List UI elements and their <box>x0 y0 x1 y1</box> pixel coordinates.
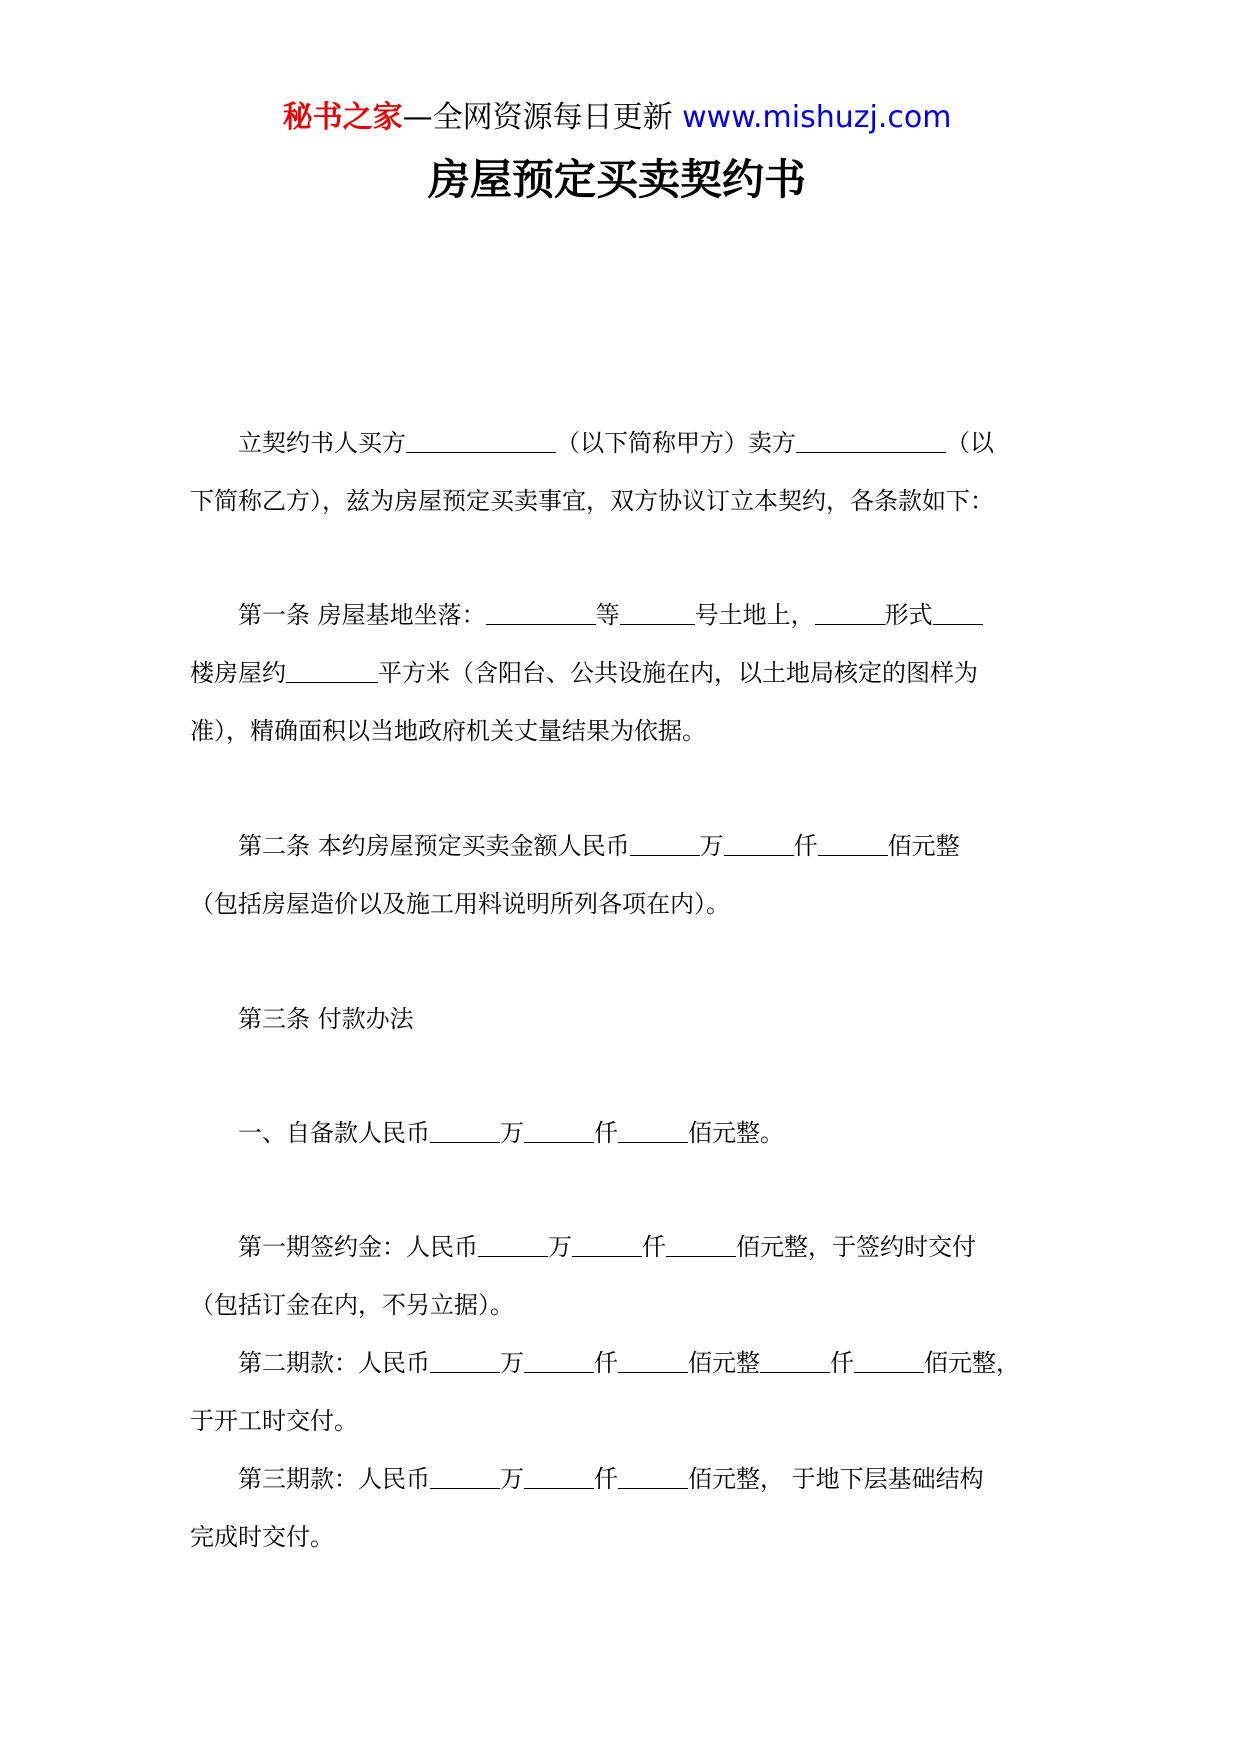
location-blank[interactable] <box>486 600 596 625</box>
article-2-line-2: （包括房屋造价以及施工用料说明所列各项在内）。 <box>190 890 730 918</box>
phase-2-line-1 <box>190 1334 1098 1392</box>
header-slogan: —全网资源每日更新 <box>402 100 683 135</box>
text: 仟 <box>793 832 818 860</box>
phase-2-line-2: 于开工时交付。 <box>190 1407 358 1435</box>
phase-1-line-1 <box>190 1218 1098 1276</box>
text: 佰元整， <box>924 1349 1020 1377</box>
p3-bai-blank[interactable] <box>618 1464 688 1489</box>
text: 第二期款：人民币 <box>238 1349 430 1377</box>
text: 平方米（含阳台、公共设施在内，以土地局核定的图样为 <box>378 659 978 687</box>
text: 第一期签约金：人民币 <box>238 1233 478 1261</box>
text: 仟 <box>594 1119 618 1147</box>
article-1-line-3: 准），精确面积以当地政府机关丈量结果为依据。 <box>190 717 706 745</box>
article-3-heading: 第三条 付款办法 <box>238 1005 414 1033</box>
buyer-blank[interactable] <box>406 428 556 453</box>
grade-blank[interactable] <box>620 600 695 625</box>
article-2-line-1 <box>190 817 1098 875</box>
phase-3-line-2: 完成时交付。 <box>190 1523 334 1551</box>
phase-1-line-2: （包括订金在内，不另立据）。 <box>190 1291 514 1319</box>
p2-bai-blank[interactable] <box>618 1348 688 1373</box>
text: 佰元整， 于地下层基础结构 <box>688 1465 984 1493</box>
seller-blank[interactable] <box>796 428 946 453</box>
area-blank[interactable] <box>286 658 378 683</box>
p1-qian-blank[interactable] <box>572 1232 642 1257</box>
text: 佰元整 <box>887 832 960 860</box>
text: 形式 <box>884 601 933 629</box>
p2-extra-qian-blank[interactable] <box>760 1348 830 1373</box>
text: 仟 <box>642 1233 666 1261</box>
intro-line-1 <box>190 414 1098 472</box>
phase-3-line-1 <box>190 1450 1098 1508</box>
brand-name: 秘书之家 <box>282 100 403 135</box>
floors-blank[interactable] <box>933 600 983 625</box>
p2-wan-blank[interactable] <box>430 1348 500 1373</box>
form-blank[interactable] <box>815 600 885 625</box>
p3-qian-blank[interactable] <box>524 1464 594 1489</box>
self-wan-blank[interactable] <box>430 1118 500 1143</box>
self-bai-blank[interactable] <box>618 1118 688 1143</box>
amount-bai-blank[interactable] <box>818 831 888 856</box>
text: 第二条 本约房屋预定买卖金额人民币 <box>238 832 630 860</box>
amount-wan-blank[interactable] <box>630 831 700 856</box>
amount-qian-blank[interactable] <box>724 831 794 856</box>
text: 楼房屋约 <box>190 659 286 687</box>
p2-qian-blank[interactable] <box>524 1348 594 1373</box>
self-fund-line <box>190 1104 1098 1162</box>
text: （以下简称甲方）卖方 <box>556 429 796 457</box>
site-url[interactable]: www.mishuzj.com <box>682 100 952 135</box>
text: 万 <box>500 1465 524 1493</box>
article-1-line-1 <box>190 586 1098 644</box>
text: 佰元整。 <box>688 1119 784 1147</box>
document-title: 房屋预定买卖契约书 <box>427 155 806 204</box>
site-header <box>0 98 1234 138</box>
text: 仟 <box>594 1349 618 1377</box>
text: 万 <box>548 1233 572 1261</box>
self-qian-blank[interactable] <box>524 1118 594 1143</box>
text: 一、自备款人民币 <box>238 1119 430 1147</box>
text: 佰元整 <box>688 1349 760 1377</box>
text: （以 <box>946 429 994 457</box>
article-1-line-2 <box>190 644 1050 702</box>
intro-line-2: 下简称乙方），兹为房屋预定买卖事宜，双方协议订立本契约，各条款如下： <box>190 487 994 515</box>
text: 第一条 房屋基地坐落： <box>238 601 486 629</box>
p1-bai-blank[interactable] <box>666 1232 736 1257</box>
p2-extra-bai-blank[interactable] <box>854 1348 924 1373</box>
p1-wan-blank[interactable] <box>478 1232 548 1257</box>
text: 万 <box>500 1119 524 1147</box>
text: 仟 <box>830 1349 854 1377</box>
text: 佰元整，于签约时交付 <box>736 1233 976 1261</box>
text: 万 <box>500 1349 524 1377</box>
text: 万 <box>699 832 724 860</box>
text: 第三期款：人民币 <box>238 1465 430 1493</box>
text: 号土地上， <box>694 601 815 629</box>
text: 等 <box>595 601 620 629</box>
text: 仟 <box>594 1465 618 1493</box>
p3-wan-blank[interactable] <box>430 1464 500 1489</box>
text: 立契约书人买方 <box>238 429 406 457</box>
